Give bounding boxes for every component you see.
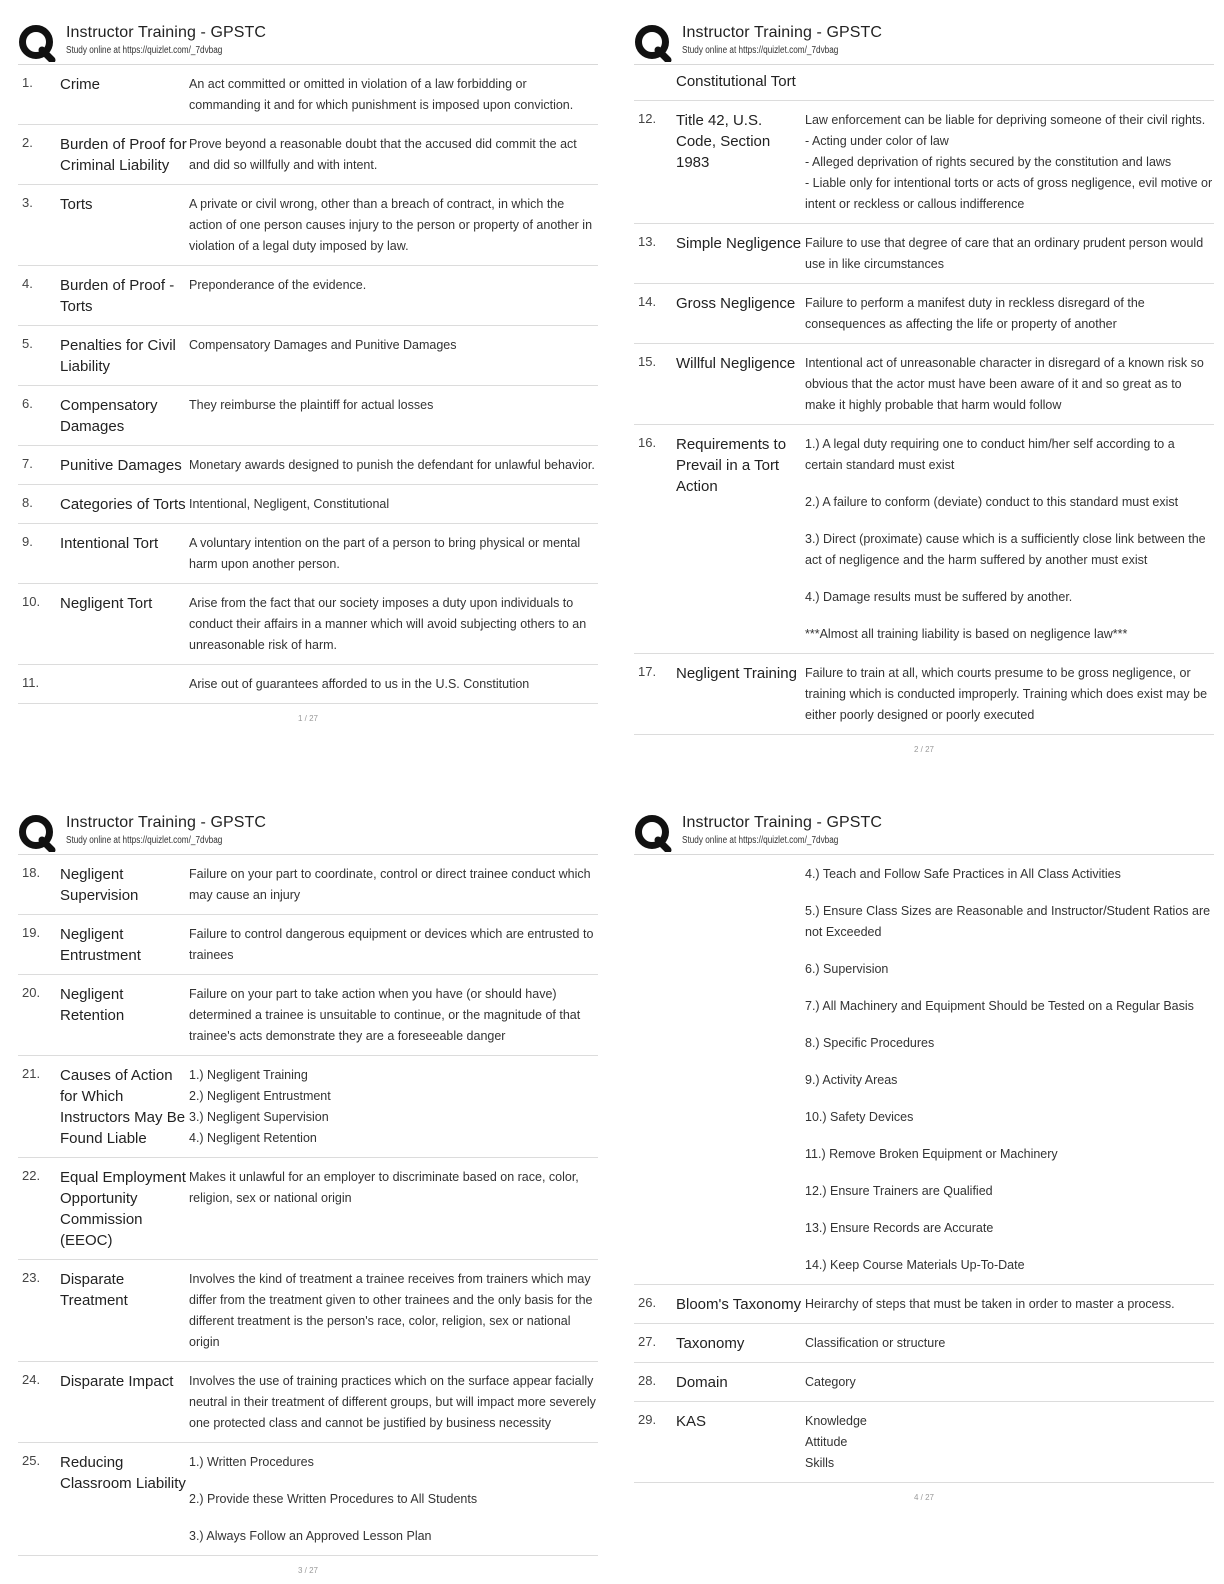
term-number: 21. [22, 1066, 41, 1081]
definition-line: 11.) Remove Broken Equipment or Machinery [805, 1147, 1058, 1161]
term-definition [189, 494, 598, 515]
term-label: Constitutional Tort [676, 73, 796, 90]
flashcard-row [18, 915, 598, 975]
flashcard-row [634, 855, 1214, 1285]
flashcard-row [634, 284, 1214, 344]
definition-line: Intentional act of unreasonable character in disregard of a known risk so obvious that the actor must have been aware of it and so great as to make it highly probable that harm would follow [805, 356, 1204, 412]
term-definition [189, 275, 598, 317]
definition-line: Knowledge [805, 1414, 867, 1428]
term-number: 23. [22, 1270, 41, 1285]
page-2 [634, 20, 1214, 754]
term-definition [189, 395, 598, 437]
term-label: Disparate Treatment [60, 1271, 128, 1309]
definition-line: Failure on your part to take action when you have (or should have) determined a trainee is unsuitable to continue, or the magnitude of that trainee's acts demonstrate they are a foreseeable danger [189, 987, 581, 1043]
term-label [60, 674, 189, 695]
term-number: 17. [638, 664, 657, 679]
quizlet-logo-icon [634, 24, 672, 62]
term-definition [805, 1411, 1214, 1474]
term-number: 4. [22, 276, 33, 291]
term-definition [805, 110, 1214, 215]
definition-line: Monetary awards designed to punish the defendant for unlawful behavior. [189, 458, 595, 472]
term-number [634, 864, 676, 1276]
term-number: 7. [22, 456, 33, 471]
flashcard-row [18, 1158, 598, 1260]
term-label: Crime [60, 76, 100, 93]
definition-line: Failure to perform a manifest duty in reckless disregard of the consequences as affecting the life or property of another [805, 296, 1145, 331]
definition-line: Involves the use of training practices which on the surface appear facially neutral in their treatment of different groups, but will impact more severely one protected class and cannot be justified by business necessity [189, 1374, 596, 1430]
flashcard-row [18, 125, 598, 185]
definition-line: They reimburse the plaintiff for actual losses [189, 398, 434, 412]
definition-line: Law enforcement can be liable for depriving someone of their civil rights. [805, 113, 1206, 127]
term-definition [189, 1167, 598, 1251]
definition-line: - Acting under color of law [805, 134, 949, 148]
definition-line: Makes it unlawful for an employer to discriminate based on race, color, religion, sex or national origin [189, 1170, 579, 1205]
term-definition [189, 194, 598, 257]
flashcard-row [18, 485, 598, 524]
term-definition [189, 533, 598, 575]
flashcard-row [18, 266, 598, 326]
term-label: Penalties for Civil Liability [60, 337, 176, 375]
term-label: Negligent Retention [60, 986, 125, 1024]
term-number: 27. [638, 1334, 657, 1349]
definition-line: Skills [805, 1456, 835, 1470]
flashcard-row [18, 1443, 598, 1556]
definition-line: 7.) All Machinery and Equipment Should be Tested on a Regular Basis [805, 999, 1194, 1013]
flashcard-row [634, 1402, 1214, 1483]
term-number: 1. [22, 75, 33, 90]
term-number: 13. [638, 234, 657, 249]
flashcard-row [18, 65, 598, 125]
flashcard-row [634, 654, 1214, 735]
term-definition [189, 1065, 598, 1149]
term-number: 5. [22, 336, 33, 351]
definition-line: Heirarchy of steps that must be taken in order to master a process. [805, 1297, 1175, 1311]
term-definition [189, 335, 598, 377]
term-number: 25. [22, 1453, 41, 1468]
term-label: Simple Negligence [676, 235, 802, 252]
term-number: 20. [22, 985, 41, 1000]
flashcard-row [634, 1324, 1214, 1363]
flashcard-row [18, 185, 598, 266]
definition-line: Prove beyond a reasonable doubt that the accused did commit the act and did so willfully and with intent. [189, 137, 577, 172]
definition-line: 8.) Specific Procedures [805, 1036, 935, 1050]
term-label: Title 42, U.S. Code, Section 1983 [676, 112, 771, 171]
term-number: 22. [22, 1168, 41, 1183]
term-label: Disparate Impact [60, 1373, 174, 1390]
term-number: 26. [638, 1295, 657, 1310]
page-number: 2 / 27 [913, 745, 934, 754]
definition-line: Attitude [805, 1435, 848, 1449]
page-header [634, 20, 1214, 65]
term-label: Burden of Proof for Criminal Liability [60, 136, 187, 174]
definition-line: A private or civil wrong, other than a breach of contract, in which the action of one person causes injury to the person or property of another in violation of a legal duty imposed by law. [189, 197, 593, 253]
term-label: Domain [676, 1374, 728, 1391]
term-label: Negligent Entrustment [60, 926, 141, 964]
page-number: 3 / 27 [297, 1566, 318, 1575]
page-number: 1 / 27 [297, 714, 318, 723]
term-definition [189, 674, 598, 695]
term-label: Gross Negligence [676, 295, 796, 312]
definition-line: 3.) Negligent Supervision [189, 1110, 329, 1124]
term-definition [189, 1269, 598, 1353]
definition-line: Failure on your part to coordinate, control or direct trainee conduct which may cause an injury [189, 867, 591, 902]
term-number: 11. [22, 675, 40, 690]
term-number [634, 71, 676, 92]
definition-line: Category [805, 1375, 856, 1389]
term-number: 18. [22, 865, 41, 880]
page-number: 4 / 27 [913, 1493, 934, 1502]
page-4 [634, 810, 1214, 1502]
flashcard-row [18, 446, 598, 485]
definition-line: 2.) Negligent Entrustment [189, 1089, 331, 1103]
flashcard-row [634, 1285, 1214, 1324]
flashcard-row [18, 665, 598, 704]
flashcard-row [18, 524, 598, 584]
definition-line: 9.) Activity Areas [805, 1073, 898, 1087]
page-3 [18, 810, 598, 1575]
page-header [634, 810, 1214, 855]
definition-line: 14.) Keep Course Materials Up-To-Date [805, 1258, 1025, 1272]
term-label: Burden of Proof - Torts [60, 277, 175, 315]
term-label: Negligent Training [676, 665, 797, 682]
term-definition [805, 233, 1214, 275]
term-number: 3. [22, 195, 33, 210]
page-header [18, 20, 598, 65]
definition-line: 4.) Negligent Retention [189, 1131, 317, 1145]
flashcard-row [18, 1362, 598, 1443]
flashcard-row [634, 344, 1214, 425]
term-definition [805, 864, 1214, 1276]
term-definition [805, 71, 1214, 92]
document-title: Instructor Training - GPSTC [66, 814, 267, 831]
term-label: Requirements to Prevail in a Tort Action [676, 436, 787, 495]
term-definition [189, 864, 598, 906]
definition-line: Intentional, Negligent, Constitutional [189, 497, 390, 511]
term-number: 14. [638, 294, 657, 309]
study-online-link[interactable]: Study online at https://quizlet.com/_7dvbag [682, 835, 839, 846]
flashcard-row [18, 386, 598, 446]
term-definition [805, 353, 1214, 416]
term-number: 16. [638, 435, 657, 450]
term-label: Negligent Supervision [60, 866, 139, 904]
definition-line: Involves the kind of treatment a trainee receives from trainers which may differ from the treatment given to other trainees and the only basis for the different treatment is the person's race, color, religion, sex or national origin [189, 1272, 593, 1349]
quizlet-logo-icon [18, 814, 56, 852]
definition-line: ***Almost all training liability is based on negligence law*** [805, 627, 1128, 641]
term-number: 15. [638, 354, 657, 369]
definition-line: 2.) A failure to conform (deviate) conduct to this standard must exist [805, 495, 1179, 509]
flashcard-row [634, 101, 1214, 224]
definition-line: 3.) Direct (proximate) cause which is a sufficiently close link between the act of negligence and the harm suffered by another must exist [805, 532, 1206, 567]
term-definition [189, 134, 598, 176]
definition-line: 13.) Ensure Records are Accurate [805, 1221, 994, 1235]
flashcard-row [18, 855, 598, 915]
term-definition [189, 1371, 598, 1434]
term-definition [189, 924, 598, 966]
definition-line: An act committed or omitted in violation of a law forbidding or commanding it and for which punishment is imposed upon conviction. [189, 77, 574, 112]
definition-line: Failure to use that degree of care that an ordinary prudent person would use in like circumstances [805, 236, 1204, 271]
flashcard-row [18, 584, 598, 665]
document-title: Instructor Training - GPSTC [682, 24, 883, 41]
term-number: 10. [22, 594, 41, 609]
definition-line: 6.) Supervision [805, 962, 889, 976]
page-1 [18, 20, 598, 723]
definition-line: 2.) Provide these Written Procedures to All Students [189, 1492, 478, 1506]
flashcard-row [18, 326, 598, 386]
study-online-link[interactable]: Study online at https://quizlet.com/_7dvbag [682, 45, 839, 56]
term-definition [805, 663, 1214, 726]
term-definition [805, 1372, 1214, 1393]
term-label: KAS [676, 1413, 707, 1430]
definition-line: - Alleged deprivation of rights secured by the constitution and laws [805, 155, 1172, 169]
definition-line: Preponderance of the evidence. [189, 278, 367, 292]
term-number: 9. [22, 534, 33, 549]
quizlet-logo-icon [18, 24, 56, 62]
document-title: Instructor Training - GPSTC [682, 814, 883, 831]
definition-line: - Liable only for intentional torts or acts of gross negligence, evil motive or intent or reckless or callous indifference [805, 176, 1213, 211]
term-label: Compensatory Damages [60, 397, 158, 435]
term-number: 29. [638, 1412, 657, 1427]
definition-line: 5.) Ensure Class Sizes are Reasonable and Instructor/Student Ratios are not Exceeded [805, 904, 1211, 939]
term-label: Punitive Damages [60, 457, 182, 474]
term-definition [189, 1452, 598, 1547]
term-definition [189, 74, 598, 116]
document-title: Instructor Training - GPSTC [66, 24, 267, 41]
term-number: 6. [22, 396, 33, 411]
definition-line: Failure to control dangerous equipment or devices which are entrusted to trainees [189, 927, 594, 962]
flashcard-row [634, 425, 1214, 654]
flashcard-row [18, 1260, 598, 1362]
page-header [18, 810, 598, 855]
term-number: 2. [22, 135, 33, 150]
term-definition [805, 1333, 1214, 1354]
term-number: 12. [638, 111, 657, 126]
definition-line: 1.) Negligent Training [189, 1068, 308, 1082]
definition-line: Arise from the fact that our society imposes a duty upon individuals to conduct their affairs in a manner which will avoid subjecting others to an unreasonable risk of harm. [189, 596, 587, 652]
definition-line: Failure to train at all, which courts presume to be gross negligence, or training which is conducted improperly. Training which does exist may be either poorly designed or poorly executed [805, 666, 1208, 722]
term-label: Intentional Tort [60, 535, 159, 552]
term-number: 24. [22, 1372, 41, 1387]
definition-line: 1.) A legal duty requiring one to conduct him/her self according to a certain standard must exist [805, 437, 1175, 472]
study-online-link[interactable]: Study online at https://quizlet.com/_7dvbag [66, 45, 223, 56]
term-number: 19. [22, 925, 41, 940]
term-definition [805, 293, 1214, 335]
definition-line: Compensatory Damages and Punitive Damages [189, 338, 457, 352]
term-label: Torts [60, 196, 93, 213]
definition-line: 3.) Always Follow an Approved Lesson Plan [189, 1529, 432, 1543]
definition-line: A voluntary intention on the part of a person to bring physical or mental harm upon another person. [189, 536, 581, 571]
flashcard-row [18, 975, 598, 1056]
term-definition [805, 434, 1214, 645]
definition-line: 1.) Written Procedures [189, 1455, 314, 1469]
quizlet-logo-icon [634, 814, 672, 852]
definition-line: Arise out of guarantees afforded to us in the U.S. Constitution [189, 677, 530, 691]
term-label: Causes of Action for Which Instructors May Be Found Liable [60, 1067, 186, 1147]
term-label: Willful Negligence [676, 355, 796, 372]
definition-line: 4.) Damage results must be suffered by another. [805, 590, 1073, 604]
term-definition [189, 984, 598, 1047]
continued-row [634, 65, 1214, 101]
term-number: 28. [638, 1373, 657, 1388]
flashcard-row [634, 1363, 1214, 1402]
definition-line: 12.) Ensure Trainers are Qualified [805, 1184, 993, 1198]
definition-line: Classification or structure [805, 1336, 946, 1350]
flashcard-row [18, 1056, 598, 1158]
term-label: Negligent Tort [60, 595, 153, 612]
study-online-link[interactable]: Study online at https://quizlet.com/_7dvbag [66, 835, 223, 846]
definition-line: 4.) Teach and Follow Safe Practices in All Class Activities [805, 867, 1121, 881]
term-label [676, 864, 805, 1276]
definition-line: 10.) Safety Devices [805, 1110, 914, 1124]
term-number: 8. [22, 495, 33, 510]
flashcard-row [634, 224, 1214, 284]
term-label: Equal Employment Opportunity Commission (EEOC) [60, 1169, 186, 1249]
term-label: Bloom's Taxonomy [676, 1296, 802, 1313]
term-label: Taxonomy [676, 1335, 745, 1352]
term-definition [189, 593, 598, 656]
term-definition [189, 455, 598, 476]
term-label: Categories of Torts [60, 496, 186, 513]
term-definition [805, 1294, 1214, 1315]
term-label: Reducing Classroom Liability [60, 1454, 186, 1492]
